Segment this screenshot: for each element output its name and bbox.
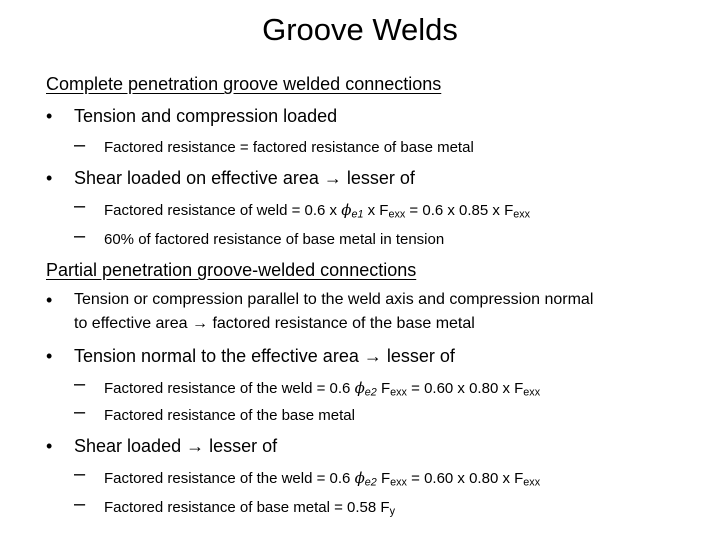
f-subscript: exx	[523, 386, 541, 399]
tension-compression-item: Tension and compression loaded	[74, 106, 338, 126]
f-subscript: exx	[390, 476, 407, 489]
phi-symbol: ϕ	[341, 201, 352, 219]
sixty-percent-item: 60% of factored resistance of base metal in tension	[104, 231, 445, 248]
base-metal-resistance-item: Factored resistance of the base metal	[104, 407, 355, 424]
phi-subscript: e2	[364, 476, 377, 489]
bullet-icon: •	[46, 168, 53, 188]
shear-loaded-item	[74, 436, 277, 457]
weld-resistance-formula	[104, 379, 540, 397]
f-subscript: exx	[523, 476, 541, 489]
formula-text: = 0.60 x 0.80 x F	[406, 470, 524, 487]
lesser-of-text: lesser of	[381, 346, 455, 366]
arrow-right-icon: →	[323, 168, 342, 188]
base-metal-shear-formula	[104, 499, 395, 516]
formula-text: Factored resistance of the weld = 0.6	[104, 380, 355, 397]
lesser-of-text: lesser of	[204, 436, 278, 456]
formula-text: F	[376, 470, 391, 487]
dash-icon: –	[74, 373, 86, 395]
shear-loaded-effective-area-item	[74, 168, 415, 189]
bullet-icon: •	[46, 290, 53, 310]
arrow-right-icon: →	[192, 315, 208, 332]
formula-text: F	[376, 380, 391, 397]
tension-parallel-text: Tension or compression parallel to the weld axis and compression normal	[74, 291, 594, 308]
shear-loaded-text: Shear loaded on effective area	[74, 168, 324, 188]
bullet-icon: •	[46, 346, 53, 366]
arrow-right-icon: →	[363, 346, 382, 366]
weld-resistance-formula	[104, 201, 530, 219]
factored-resistance-base-metal-item: Factored resistance = factored resistance of base metal	[104, 139, 474, 156]
f-subscript: exx	[390, 386, 407, 399]
formula-text: x F	[363, 202, 389, 219]
formula-text: Factored resistance of base metal = 0.58 F	[104, 499, 390, 516]
arrow-right-icon: →	[186, 436, 205, 456]
formula-text: = 0.60 x 0.80 x F	[406, 380, 524, 397]
formula-text: = 0.6 x 0.85 x F	[405, 202, 514, 219]
phi-subscript: e2	[364, 386, 377, 399]
weld-resistance-formula	[104, 469, 540, 487]
formula-text: Factored resistance of weld = 0.6 x	[104, 202, 342, 219]
f-subscript: exx	[388, 208, 406, 221]
slide-title: Groove Welds	[262, 12, 458, 47]
phi-subscript: e1	[351, 208, 364, 221]
base-metal-text: factored resistance of the base metal	[208, 315, 475, 332]
shear-loaded-text: Shear loaded	[74, 436, 187, 456]
tension-normal-item	[74, 346, 455, 367]
formula-text: Factored resistance of the weld = 0.6	[104, 470, 355, 487]
f-subscript: y	[389, 505, 395, 518]
dash-icon: –	[74, 463, 86, 485]
tension-parallel-item	[74, 288, 694, 336]
dash-icon: –	[74, 493, 86, 515]
effective-area-text: to effective area	[74, 315, 192, 332]
phi-symbol: ϕ	[354, 469, 365, 487]
lesser-of-text: lesser of	[341, 168, 415, 188]
dash-icon: –	[74, 225, 86, 247]
dash-icon: –	[74, 401, 86, 423]
bullet-icon: •	[46, 106, 53, 126]
tension-normal-text: Tension normal to the effective area	[74, 346, 364, 366]
dash-icon: –	[74, 134, 86, 156]
dash-icon: –	[74, 195, 86, 217]
complete-penetration-heading: Complete penetration groove welded connections	[46, 74, 442, 94]
partial-penetration-heading: Partial penetration groove-welded connections	[46, 260, 417, 280]
phi-symbol: ϕ	[354, 379, 365, 397]
f-subscript: exx	[513, 208, 531, 221]
bullet-icon: •	[46, 436, 53, 456]
